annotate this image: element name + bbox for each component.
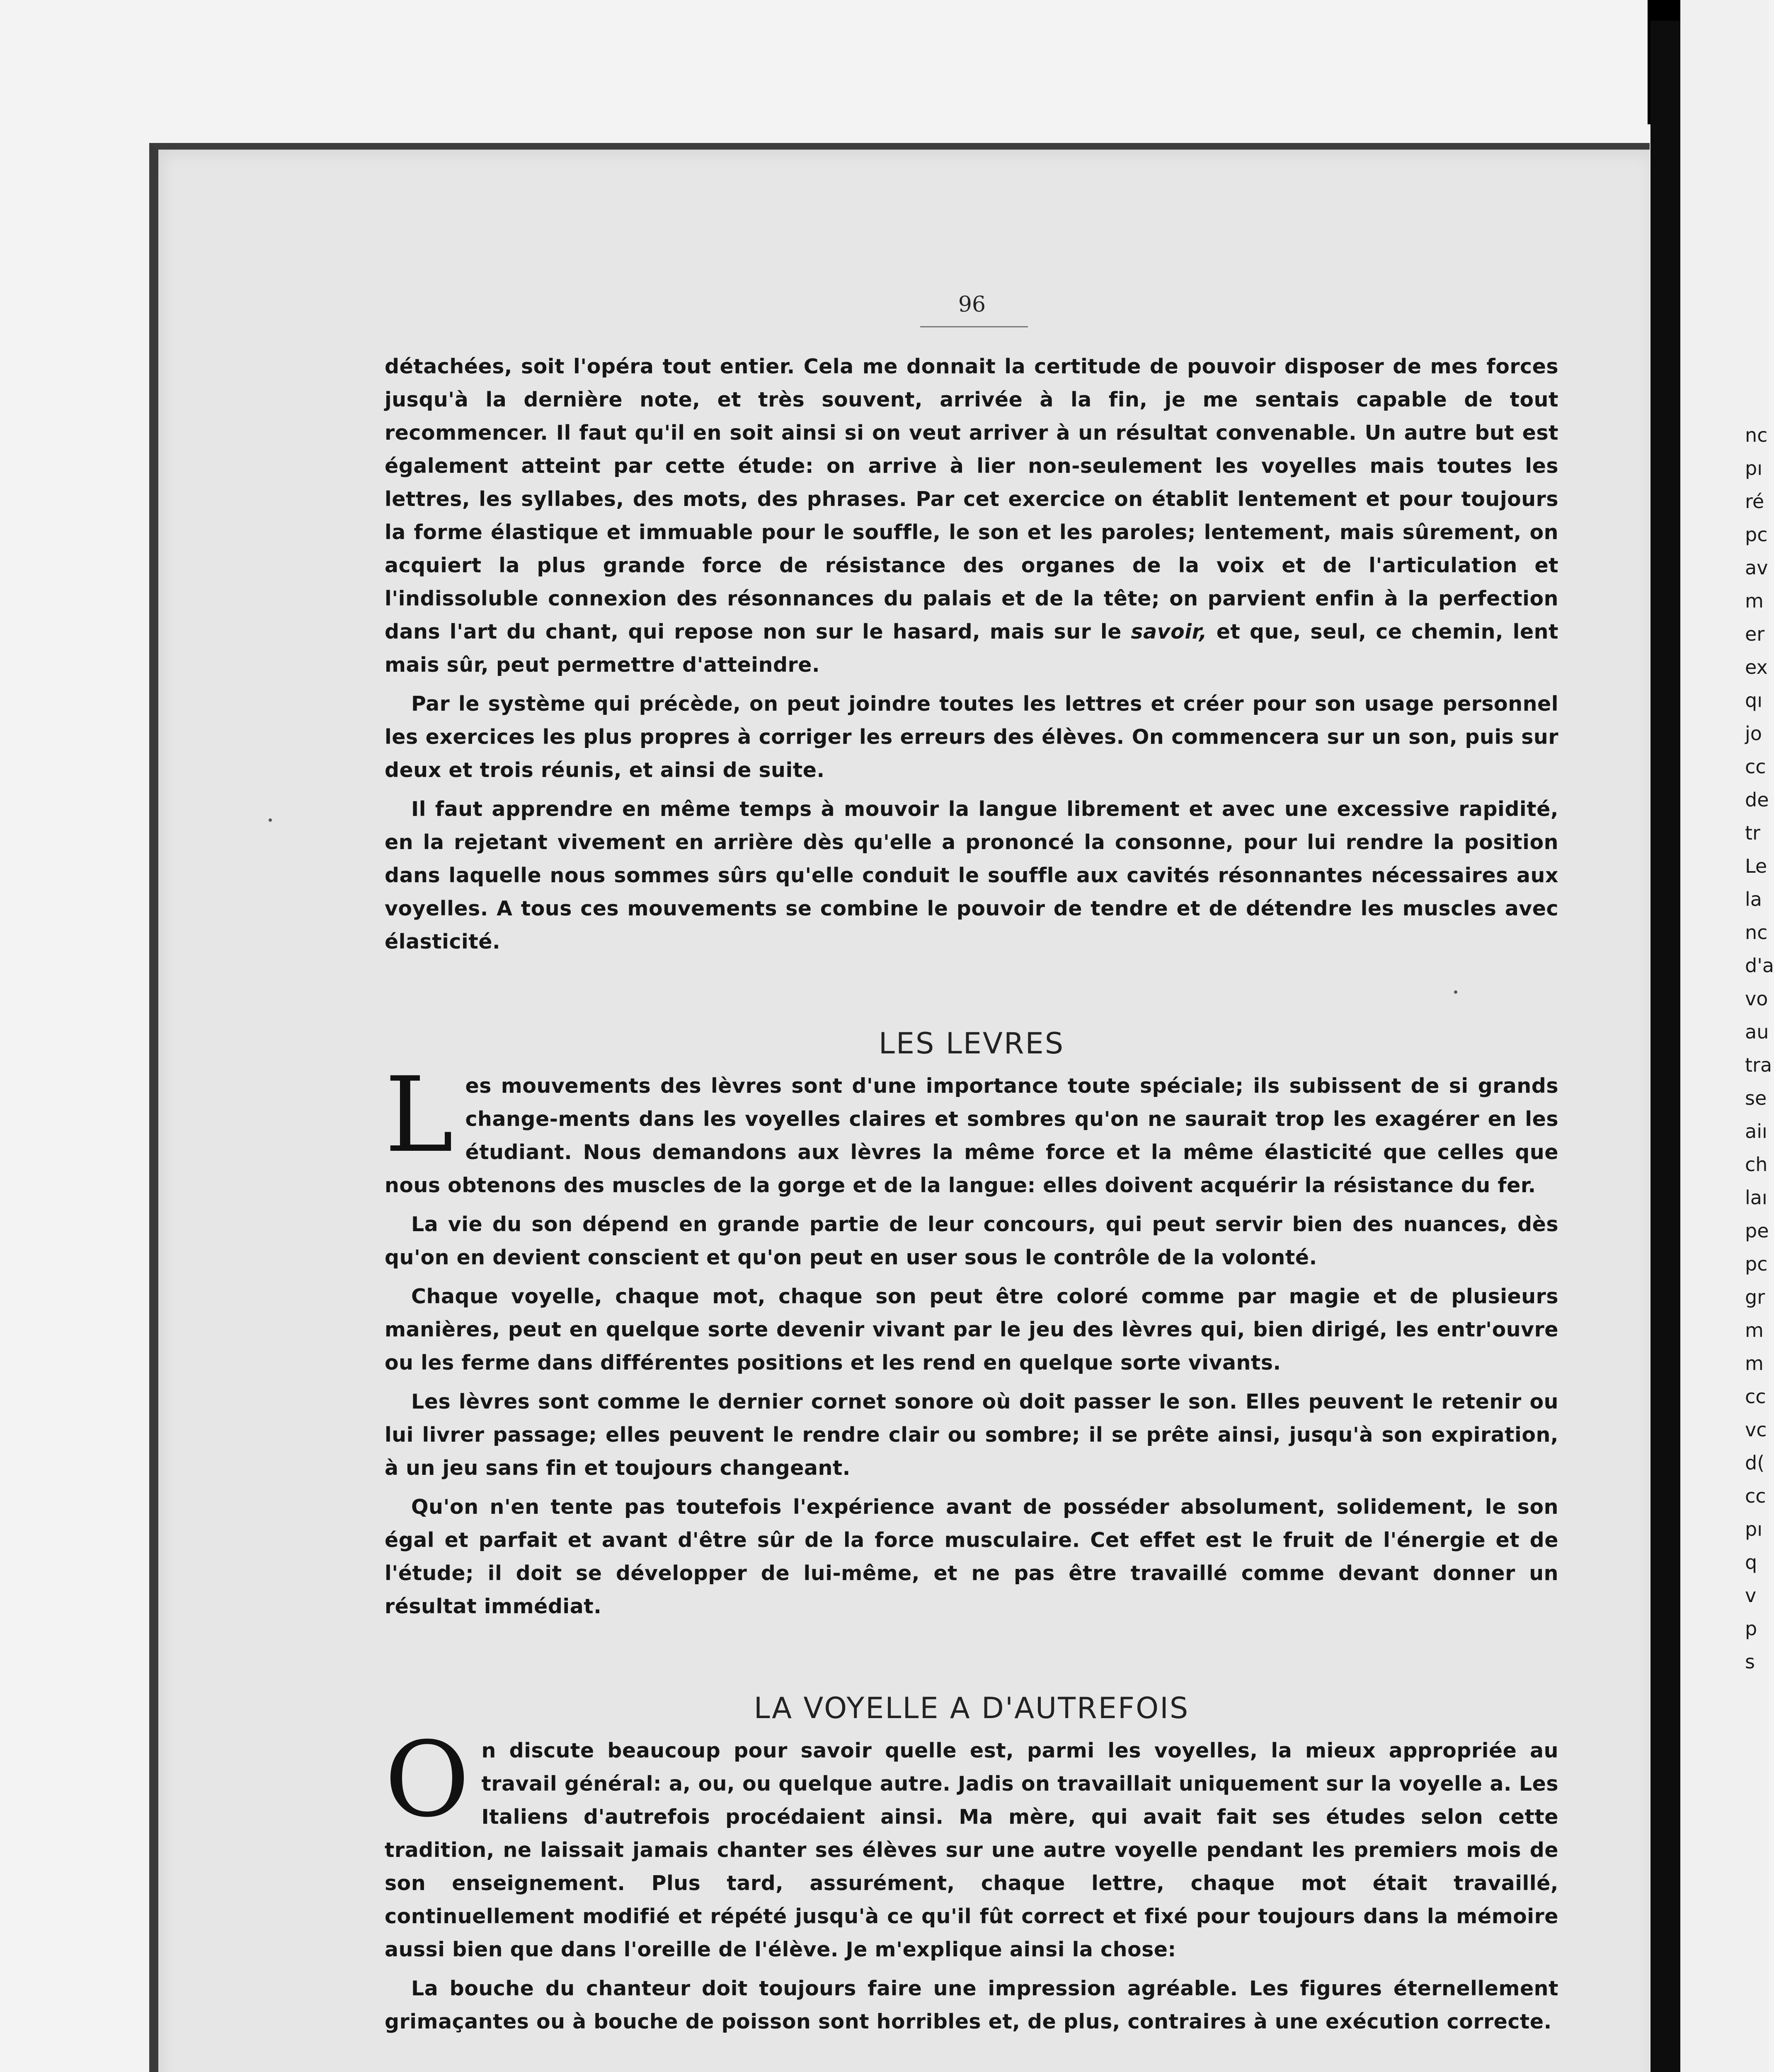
facing-page-fragment: de (1745, 789, 1769, 811)
facing-page-fragment: d( (1745, 1452, 1765, 1474)
facing-page-fragment: av (1745, 557, 1768, 579)
facing-page-fragment: jo (1745, 722, 1762, 745)
facing-page-fragment: pı (1745, 457, 1762, 479)
facing-page-fragment: q (1745, 1551, 1757, 1573)
facing-page-fragment: qı (1745, 689, 1762, 712)
facing-page-fragment: ex (1745, 656, 1768, 678)
intro-paragraph-3: Il faut apprendre en même temps à mouvoir la langue librement et avec une excessive rapidité, en la rejetant vivement en arrière dès qu'elle a prononcé la consonne, pour lui rendre la position dans laquelle nous sommes sûrs qu'elle conduit le souffle aux cavités résonnantes nécessaires aux voyelles. A tous ces mouvements se combine le pouvoir de tendre et de détendre les muscles avec élasticité. (385, 797, 1558, 954)
facing-page-fragment: tr (1745, 822, 1760, 844)
facing-page-text-fragments (1745, 419, 1774, 1678)
facing-page-fragment: tra (1745, 1054, 1772, 1076)
page-number: 96 (958, 292, 986, 317)
voyelle-paragraph-1: On discute beaucoup pour savoir quelle est, parmi les voyelles, la mieux appropriée au travail général: a, ou, ou quelque autre. Jadis on travaillait uniquement sur la voyelle a. Les Italiens d'autrefois procédaient ainsi. Ma mère, qui avait fait ses études selon cette tradition, ne laissait jamais chanter ses élèves sur une autre voyelle pendant les premiers mois de son enseignement. Plus tard, assurément, chaque lettre, chaque mot était travaillé, continuellement modifié et répété jusqu'à ce qu'il fût correct et fixé pour toujours dans la mémoire aussi bien que dans l'oreille de l'élève. Je m'explique ainsi la chose: (385, 1719, 1558, 1961)
facing-page-fragment: m (1745, 590, 1764, 612)
facing-page-fragment: laı (1745, 1186, 1767, 1209)
voyelle-paragraph-2: La bouche du chanteur doit toujours faire une impression agréable. Les figures éternellement grimaçantes ou à bouche de poisson sont horribles et, de plus, contraires à une exécution correcte. (385, 1977, 1558, 2033)
facing-page-fragment: m (1745, 1319, 1764, 1341)
levres-paragraph-5: Qu'on n'en tente pas toutefois l'expérience avant de posséder absolument, solidement, le son égal et parfait et avant d'être sûr de la force musculaire. Cet effet est le fruit de l'énergie et de l'étude; il doit se développer de lui-même, et ne pas être travaillé comme devant donner un résultat immédiat. (385, 1495, 1558, 1618)
facing-page-fragment: pc (1745, 1253, 1768, 1275)
facing-page-fragment: s (1745, 1651, 1755, 1673)
binding-spine (1650, 21, 1680, 2072)
facing-page-fragment: nc (1745, 424, 1768, 446)
levres-paragraph-4: Les lèvres sont comme le dernier cornet sonore où doit passer le son. Elles peuvent le retenir ou lui livrer passage; elles peuvent le rendre clair ou sombre; il se prête ainsi, jusqu'à son expiration, à un jeu sans fin et toujours changeant. (385, 1390, 1558, 1480)
facing-page-fragment: p (1745, 1617, 1757, 1640)
facing-page-fragment: aiı (1745, 1120, 1767, 1143)
facing-page-fragment: vo (1745, 988, 1768, 1010)
facing-page-fragment: cc (1745, 1485, 1766, 1507)
facing-page-fragment: au (1745, 1021, 1769, 1043)
facing-page-fragment: se (1745, 1087, 1767, 1109)
facing-page-fragment: er (1745, 623, 1765, 645)
facing-page-fragment: pc (1745, 523, 1768, 546)
facing-page-fragment: ch (1745, 1153, 1768, 1176)
facing-page-fragment: la (1745, 888, 1762, 910)
dropcap-l: L (385, 1055, 454, 1175)
section-heading-voyelle: LA VOYELLE A D'AUTREFOIS (754, 1691, 1190, 1725)
scan-speck (269, 818, 272, 822)
facing-page-fragment: cc (1745, 1385, 1766, 1408)
levres-paragraph-3: Chaque voyelle, chaque mot, chaque son peut être coloré comme par magie et de plusieurs manières, peut en quelque sorte devenir vivant par le jeu des lèvres qui, bien dirigé, les entr'ouvre ou les ferme dans différentes positions et les rend en quelque sorte vivants. (385, 1285, 1558, 1375)
levres-paragraph-2: La vie du son dépend en grande partie de leur concours, qui peut servir bien des nuances, dès qu'on en devient conscient et qu'on peut en user sous le contrôle de la volonté. (385, 1213, 1558, 1269)
dropcap-o: O (385, 1719, 470, 1840)
page-text (385, 350, 1558, 2044)
intro-paragraph-1: détachées, soit l'opéra tout entier. Cela me donnait la certitude de pouvoir disposer de mes forces jusqu'à la dernière note, et très souvent, arrivée à la fin, je me sentais capable de tout recommencer. Il faut qu'il en soit ainsi si on veut arriver à un résultat convenable. Un autre but est également atteint par cette étude: on arrive à lier non-seulement les voyelles mais toutes les lettres, les syllabes, des mots, des phrases. Par cet exercice on établit lentement et pour toujours la forme élastique et immuable pour le souffle, le son et les paroles; lentement, mais sûrement, on acquiert la plus grande force de résistance des organes de la voix et de l'articulation et l'indissoluble connexion des résonnances du palais et de la tête; on parvient enfin à la perfection dans l'art du chant, qui repose non sur le hasard, mais sur le savoir, et que, seul, ce chemin, lent mais sûr, peut permettre d'atteindre. (385, 355, 1558, 677)
facing-page-fragment: v (1745, 1584, 1757, 1607)
facing-page-fragment: gr (1745, 1286, 1765, 1308)
facing-page-fragment: m (1745, 1352, 1764, 1375)
facing-page-fragment: cc (1745, 755, 1766, 778)
levres-paragraph-1: Les mouvements des lèvres sont d'une importance toute spéciale; ils subissent de si grands change-ments dans les voyelles claires et sombres qu'on ne saurait trop les exagérer en les étudiant. Nous demandons aux lèvres la même force et la même élasticité que celles que nous obtenons des muscles de la gorge et de la langue: elles doivent acquérir la résistance du fer. (385, 1055, 1558, 1197)
section-heading-levres: LES LEVRES (878, 1026, 1065, 1060)
intro-paragraph-2: Par le système qui précède, on peut joindre toutes les lettres et créer pour son usage personnel les exercices les plus propres à corriger les erreurs des élèves. On commencera sur un son, puis sur deux et trois réunis, et ainsi de suite. (385, 692, 1558, 782)
facing-page-fragment: ré (1745, 490, 1764, 513)
facing-page-fragment: vc (1745, 1418, 1767, 1441)
emphasis-savoir: savoir, (1131, 620, 1207, 644)
facing-page-fragment: Le (1745, 855, 1767, 877)
page-number-rule (920, 326, 1028, 327)
facing-page-fragment: nc (1745, 921, 1768, 944)
facing-page-fragment: pe (1745, 1220, 1769, 1242)
facing-page-fragment: d'a (1745, 954, 1774, 977)
facing-page-fragment: pı (1745, 1518, 1762, 1540)
